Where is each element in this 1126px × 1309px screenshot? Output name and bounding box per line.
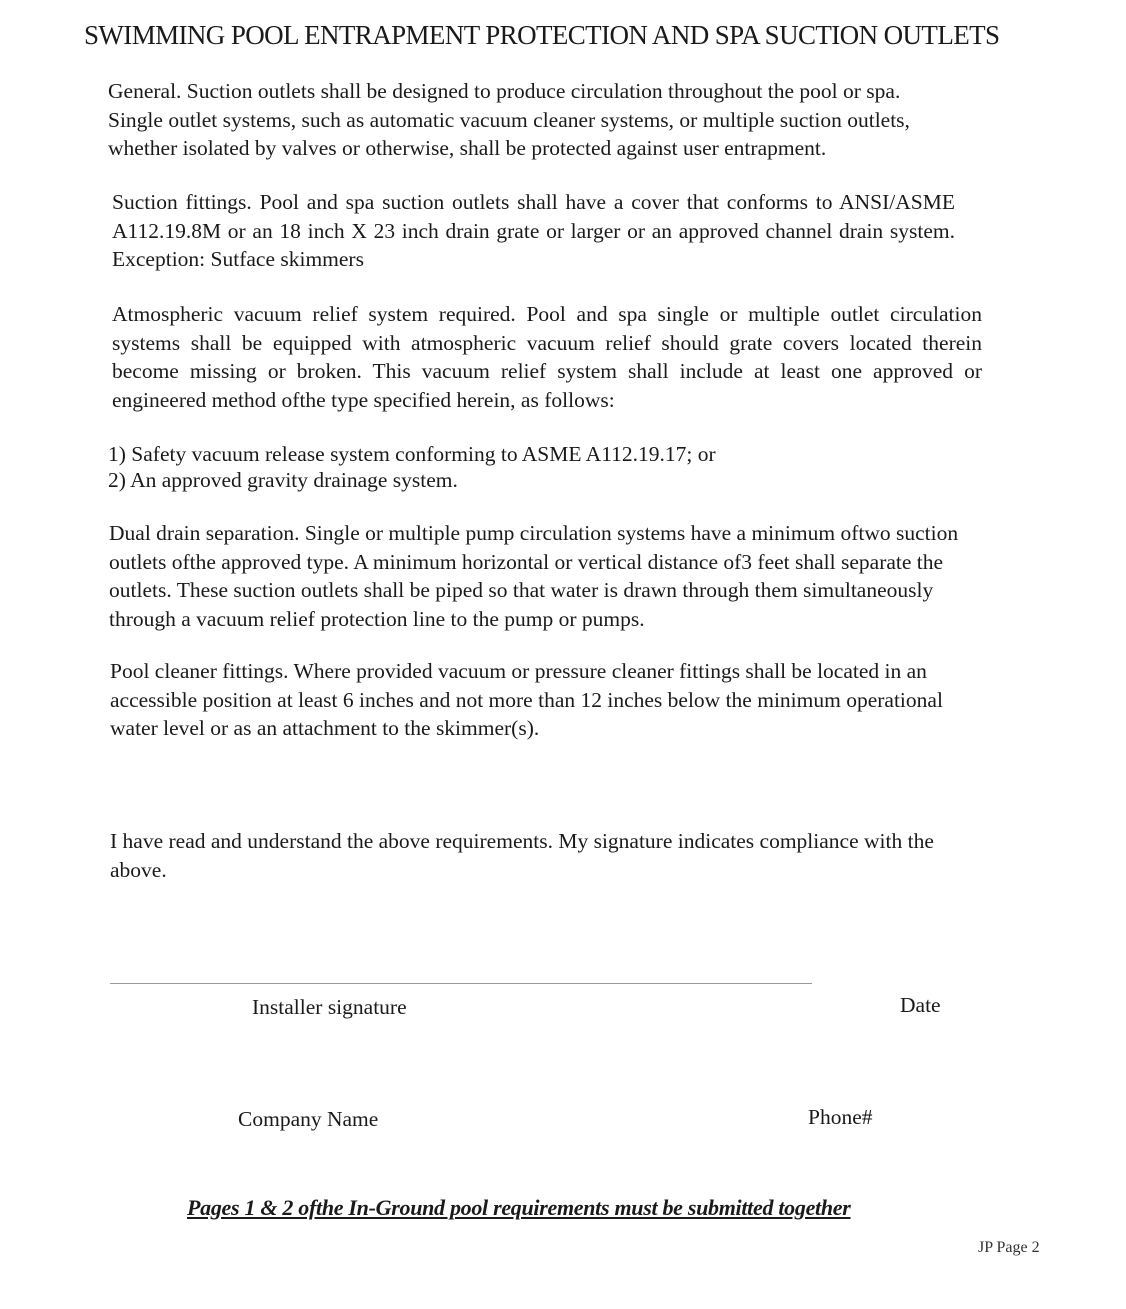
acknowledgement-statement: I have read and understand the above requirements. My signature indicates compliance with the above. [110,829,934,882]
paragraph-suction-fittings: Suction fittings. Pool and spa suction outlets shall have a cover that conforms to ANSI/ASME A112.19.8M or an 18 inch X 23 inch drain grate or larger or an approved channel drain system. Exception: Sutface skimmers [112,190,955,271]
paragraph-dual-drain-separation: Dual drain separation. Single or multiple pump circulation systems have a minimum oftwo suction outlets ofthe approved type. A minimum horizontal or vertical distance of3 feet shall separate the outlets. These suction outlets shall be piped so that water is drawn through them simultaneously through a vacuum relief protection line to the pump or pumps. [109,521,959,631]
list-item: 2) An approved gravity drainage system. [108,468,458,492]
company-name-label: Company Name [238,1107,379,1131]
phone-label: Phone# [808,1105,873,1129]
document-title: SWIMMING POOL ENTRAPMENT PROTECTION AND SPA SUCTION OUTLETS [84,20,1000,50]
methods-list [108,441,716,493]
paragraph-general: General. Suction outlets shall be designed to produce circulation throughout the pool or spa. Single outlet systems, such as automatic vacuum cleaner systems, or multiple suction outlets, whether isolated by valves or otherwise, shall be protected against user entrapment. [108,79,910,160]
list-item: 1) Safety vacuum release system conforming to ASME A112.19.17; or [108,442,716,466]
paragraph-atmospheric-vacuum-relief: Atmospheric vacuum relief system required. Pool and spa single or multiple outlet circulation systems shall be equipped with atmospheric vacuum relief should grate covers located therein become missing or broken. This vacuum relief system shall include at least one approved or engineered method ofthe type specified herein, as follows: [112,302,982,412]
paragraph-pool-cleaner-fittings: Pool cleaner fittings. Where provided vacuum or pressure cleaner fittings shall be located in an accessible position at least 6 inches and not more than 12 inches below the minimum operational water level or as an attachment to the skimmer(s). [110,659,943,740]
signature-line[interactable] [110,983,812,984]
submission-note: Pages 1 & 2 ofthe In-Ground pool requirements must be submitted together [187,1195,851,1220]
page-number: JP Page 2 [978,1239,1040,1256]
installer-signature-label: Installer signature [252,995,407,1019]
date-label: Date [900,993,941,1017]
